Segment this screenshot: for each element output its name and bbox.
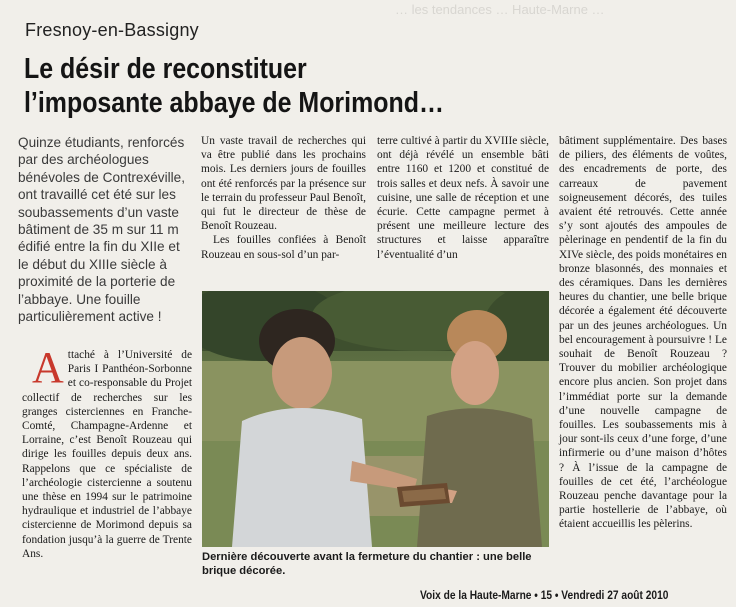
drop-cap: A [32, 343, 64, 392]
column-1-paragraph [22, 343, 192, 561]
column-2-paragraph-2: Les fouilles confiées à Benoît Rouzeau en sous-sol d’un par- [201, 234, 366, 261]
photo-caption: Dernière découverte avant la fermeture du chantier : une belle brique décorée. [202, 551, 532, 577]
article-headline [24, 52, 540, 120]
column-3-paragraph: terre cultivé à partir du XVIIIe siècle, ont déjà révélé un ensemble bâti entre 1160 et 1200 et constitué de trois salles et deux nefs. À savoir une cuisine, une salle de réception et une écurie. Cette campagne permet à présent une meilleure lecture des structures et laisse apparaître l’éventualité d’un [377, 135, 549, 261]
column-3 [377, 134, 549, 262]
column-2 [201, 134, 366, 262]
column-1 [22, 343, 192, 561]
photo-illustration [202, 291, 549, 547]
lead-paragraph: Quinze étudiants, renforcés par des archéologues bénévoles de Contrexéville, ont travaillé cet été sur les soubassements d’un vaste bâtiment de 35 m sur 11 m édifié entre la fin du XIIe et le début du XIIIe siècle à proximité de la porterie de l’abbaye. Une fouille particulièrement active ! [18, 135, 186, 325]
brick-artifact [397, 483, 450, 507]
column-2-paragraph-1: Un vaste travail de recherches qui va être publié dans les prochains mois. Les derniers jours de fouilles ont été renforcés par la présence sur le terrain du professeur Paul Benoît, qui fut le directeur de thèse de Benoît Rouzeau. [201, 135, 366, 233]
column-4 [559, 134, 727, 532]
adjacent-page-bleed-text: … les tendances … Haute-Marne … [395, 2, 605, 17]
headline-line-2: l’imposante abbaye de Morimond… [24, 87, 444, 119]
article-photo [202, 291, 549, 547]
column-1-text: ttaché à l’Université de Paris I Panthéon-Sorbonne et co-responsable du Projet collectif de recherches sur les granges cisterciennes en Franche-Comté, Champagne-Ardenne et Lorraine, c’est Benoît Rouzeau qui dirige les fouilles depuis deux ans. Rappelons que ce spécialiste de l’archéologie cistercienne a soutenu une thèse en 1994 sur le patrimoine hydraulique et industriel de l’abbaye cistercienne de Morimond depuis sa fondation jusqu’à la guerre de Trente Ans. [22, 349, 192, 560]
column-4-paragraph: bâtiment supplémentaire. Des bases de piliers, des éléments de voûtes, des encadrements de porte, des carreaux de pavement soigneusement décorés, des tuiles avaient été retrouvés. Cette année s’y sont ajoutés des ampoules de pèlerinage en pendentif de la fin du XIVe siècle, des poids monétaires en bronze blasonnés, des monnaies et des céramiques. Dans les dernières heures du chantier, une belle brique décorée a également été découverte par un des jeunes archéologues. Un bel encouragement à poursuivre ! Le souhait de Benoît Rouzeau ? Trouver du mobilier archéologique encore plus ancien. Son projet dans l’immédiat porte sur la demande d’une nouvelle campagne de fouilles. Les soubassements mis à jour sont-ils ceux d’une forge, d’une infirmerie ou d’une maison d’hôtes ? À l’issue de la campagne de fouilles de cet été, l’archéologue Rouzeau penche davantage pour la partie hostellerie de l’abbaye, où étaient accueillis les pèlerins. [559, 135, 727, 531]
location-kicker: Fresnoy-en-Bassigny [25, 20, 199, 40]
page-footer: Voix de la Haute-Marne • 15 • Vendredi 27 août 2010 [420, 588, 669, 602]
headline-line-1: Le désir de reconstituer [24, 53, 307, 85]
